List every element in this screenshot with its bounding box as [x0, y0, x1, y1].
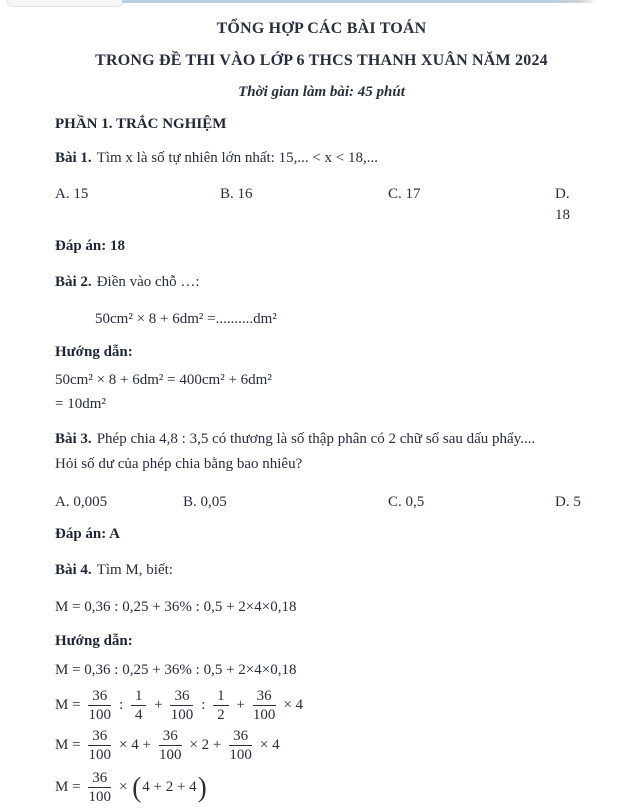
fraction: $\frac{36}{100}$: [88, 769, 112, 805]
math-text: × 4 +: [115, 736, 155, 753]
problem-2-label: Bài 2.: [55, 274, 92, 290]
fraction: $\frac{36}{100}$: [170, 687, 194, 723]
exam-duration: Thời gian làm bài: 45 phút: [238, 84, 405, 100]
problem-3-answer: Đáp án: A: [55, 526, 121, 542]
problem-3-option-c: C. 0,5: [388, 494, 425, 510]
top-border-line: [122, 0, 598, 3]
problem-4-fraction-line-2: [55, 725, 588, 765]
section-heading: PHẦN 1. TRẮC NGHIỆM: [55, 116, 227, 132]
math-text: × 4: [279, 696, 304, 713]
problem-1-options-row: [55, 184, 588, 226]
problem-1-option-d: D. 18: [555, 186, 570, 223]
problem-2-question: Điền vào chỗ …:: [96, 274, 200, 290]
problem-2-guide-label: Hướng dẫn:: [55, 344, 133, 360]
fraction: $\frac{1}{4}$: [131, 688, 147, 723]
problem-3-option-d: D. 5: [555, 494, 581, 510]
doc-title-line2: TRONG ĐỀ THI VÀO LỚP 6 THCS THANH XUÂN NĂM 2024: [95, 52, 548, 69]
fraction: $\frac{36}{100}$: [88, 687, 112, 723]
problem-4-statement: [55, 560, 588, 581]
fraction: $\frac{36}{100}$: [229, 727, 252, 763]
math-text: × 2 +: [185, 736, 226, 753]
problem-3-question-line2: Hỏi số dư của phép chia bằng bao nhiêu?: [55, 456, 303, 472]
doc-title-line1: TỔNG HỢP CÁC BÀI TOÁN: [216, 20, 427, 37]
math-text: × 4: [256, 736, 280, 753]
problem-3-statement: [55, 427, 588, 477]
problem-4-label: Bài 4.: [55, 562, 92, 578]
problem-1-question: Tìm x là số tự nhiên lớn nhất: 15,... < x < 18,...: [96, 150, 378, 166]
problem-4-question: Tìm M, biết:: [96, 562, 173, 578]
problem-3-label: Bài 3.: [55, 431, 92, 447]
problem-1-option-a: A. 15: [55, 186, 89, 202]
problem-1-option-c: C. 17: [388, 186, 421, 202]
problem-3-option-b: B. 0,05: [183, 494, 227, 510]
math-text: M =: [55, 736, 85, 753]
problem-4-solution-equation: M = 0,36 : 0,25 + 36% : 0,5 + 2×4×0,18: [55, 662, 297, 678]
fraction: $\frac{36}{100}$: [88, 727, 112, 763]
math-text: M =: [55, 778, 85, 795]
problem-2-statement: [55, 272, 588, 293]
problem-4-guide-label: Hướng dẫn:: [55, 633, 133, 649]
parenthesized-expression: ( 4 + 2 + 4 ): [132, 770, 207, 803]
problem-1-option-b: B. 16: [220, 186, 253, 202]
problem-1-answer: Đáp án: 18: [55, 238, 126, 254]
problem-1-label: Bài 1.: [55, 150, 92, 166]
math-text: +: [150, 696, 167, 713]
math-text: M =: [55, 696, 85, 713]
problem-3-question-line1: Phép chia 4,8 : 3,5 có thương là số thập phân có 2 chữ số sau dấu phẩy....: [96, 431, 536, 447]
fraction: $\frac{1}{2}$: [213, 688, 229, 723]
fraction: $\frac{36}{100}$: [158, 727, 182, 763]
math-text: +: [232, 696, 249, 713]
problem-2-solution-line1: 50cm² × 8 + 6dm² = 400cm² + 6dm²: [55, 372, 272, 388]
problem-2-equation: 50cm² × 8 + 6dm² =..........dm²: [95, 311, 277, 327]
problem-3-option-a: A. 0,005: [55, 494, 108, 510]
math-text: :: [197, 696, 210, 713]
math-text: ×: [115, 778, 132, 795]
problem-4-fraction-line-1: [55, 685, 588, 725]
problem-2-solution-line2: = 10dm²: [55, 396, 106, 412]
browser-tab-remnant: [6, 0, 124, 7]
problem-4-equation: M = 0,36 : 0,25 + 36% : 0,5 + 2×4×0,18: [55, 599, 297, 615]
problem-3-options-row: [55, 492, 588, 513]
fraction: $\frac{36}{100}$: [252, 687, 276, 723]
math-text: :: [115, 696, 127, 713]
problem-1-statement: [55, 148, 588, 169]
problem-4-fraction-line-3: [55, 765, 588, 809]
